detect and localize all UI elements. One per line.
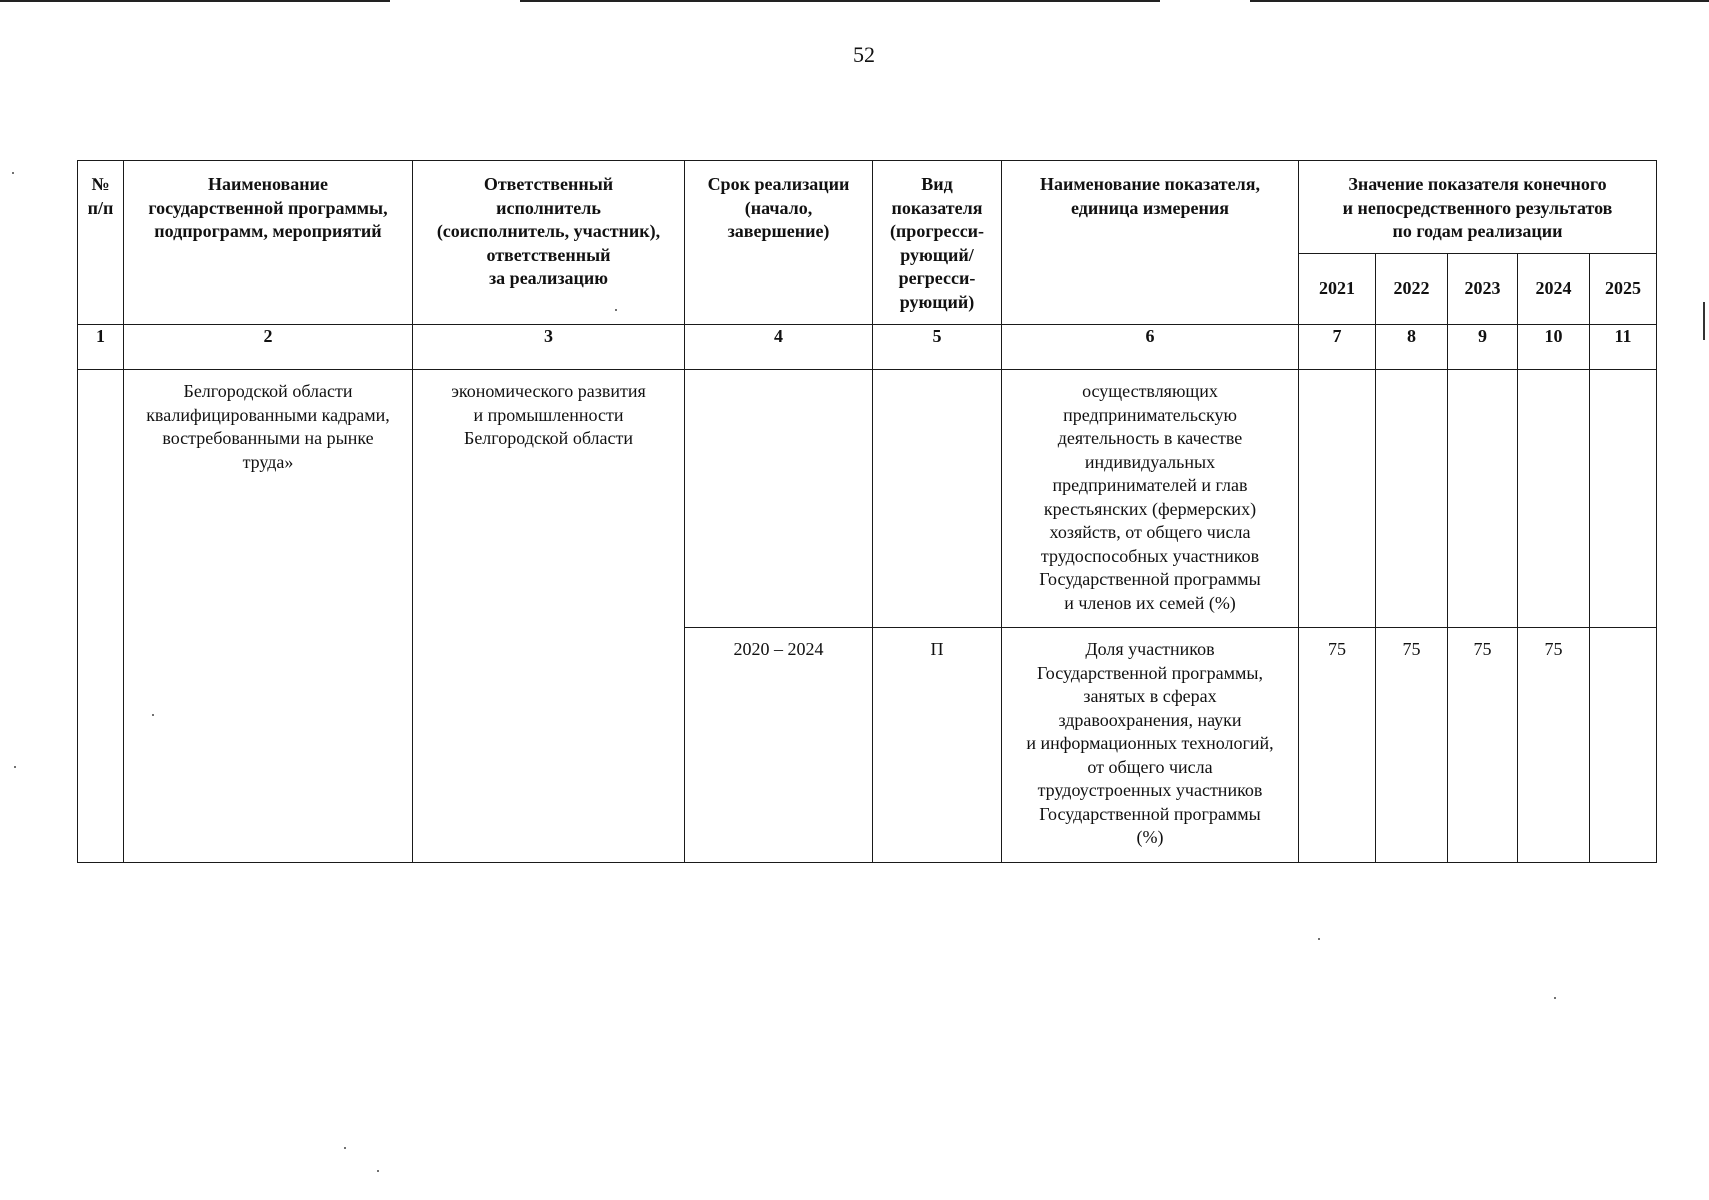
column-number: 9 bbox=[1448, 325, 1518, 370]
term-cell bbox=[685, 370, 873, 628]
header-number: № п/п bbox=[78, 161, 124, 325]
header-executor: Ответственный исполнитель (соисполнитель, участник), ответственный за реализацию bbox=[413, 161, 685, 325]
column-number: 10 bbox=[1518, 325, 1590, 370]
indicator-name-cell: Доля участников Государственной программы, занятых в сферах здравоохранения, науки и информационных технологий, от общего числа трудоустроенных участников Государственной программы (%) bbox=[1002, 628, 1299, 863]
indicator-name-cell: осуществляющих предпринимательскую деятельность в качестве индивидуальных предпринимателей и глав крестьянских (фермерских) хозяйств, от общего числа трудоспособных участников Государственной программы и членов их семей (%) bbox=[1002, 370, 1299, 628]
top-rule-right bbox=[1250, 0, 1709, 2]
column-number: 11 bbox=[1590, 325, 1657, 370]
value-cell: 75 bbox=[1448, 628, 1518, 863]
program-name-cell: Белгородской области квалифицированными кадрами, востребованными на рынке труда» bbox=[124, 370, 413, 863]
page-number: 52 bbox=[853, 42, 875, 67]
header-values-by-year: Значение показателя конечного и непосредственного результатов по годам реализации bbox=[1299, 161, 1657, 254]
column-number: 1 bbox=[78, 325, 124, 370]
header-indicator-name: Наименование показателя, единица измерения bbox=[1002, 161, 1299, 325]
header-year: 2024 bbox=[1518, 254, 1590, 325]
header-year: 2022 bbox=[1376, 254, 1448, 325]
value-cell bbox=[1590, 370, 1657, 628]
scan-speck bbox=[377, 1170, 379, 1172]
scan-speck bbox=[344, 1147, 346, 1149]
column-number: 7 bbox=[1299, 325, 1376, 370]
column-number: 6 bbox=[1002, 325, 1299, 370]
indicator-kind-cell: П bbox=[873, 628, 1002, 863]
column-number: 2 bbox=[124, 325, 413, 370]
column-number: 3 bbox=[413, 325, 685, 370]
column-number: 8 bbox=[1376, 325, 1448, 370]
table-row bbox=[78, 370, 1657, 628]
header-indicator-kind: Вид показателя (прогресси- рующий/ регресси- рующий) bbox=[873, 161, 1002, 325]
header-year: 2021 bbox=[1299, 254, 1376, 325]
column-number: 4 bbox=[685, 325, 873, 370]
row-number-cell bbox=[78, 370, 124, 863]
header-term: Срок реализации (начало, завершение) bbox=[685, 161, 873, 325]
value-cell bbox=[1376, 370, 1448, 628]
value-cell bbox=[1590, 628, 1657, 863]
value-cell bbox=[1299, 370, 1376, 628]
value-cell bbox=[1448, 370, 1518, 628]
program-table bbox=[77, 160, 1657, 863]
scan-speck bbox=[14, 766, 16, 768]
term-cell: 2020 – 2024 bbox=[685, 628, 873, 863]
value-cell: 75 bbox=[1376, 628, 1448, 863]
scan-speck bbox=[12, 172, 14, 174]
indicator-kind-cell bbox=[873, 370, 1002, 628]
top-rule-middle bbox=[520, 0, 1160, 2]
value-cell: 75 bbox=[1299, 628, 1376, 863]
header-program-name: Наименование государственной программы, подпрограмм, мероприятий bbox=[124, 161, 413, 325]
executor-cell: экономического развития и промышленности Белгородской области bbox=[413, 370, 685, 863]
value-cell bbox=[1518, 370, 1590, 628]
scan-speck bbox=[1318, 938, 1320, 940]
top-rule-left bbox=[0, 0, 390, 2]
scan-edge-mark bbox=[1703, 302, 1705, 340]
scan-speck bbox=[615, 309, 617, 311]
header-row bbox=[78, 161, 1657, 254]
column-numbers-row bbox=[78, 325, 1657, 370]
scan-speck bbox=[1554, 997, 1556, 999]
column-number: 5 bbox=[873, 325, 1002, 370]
header-year: 2023 bbox=[1448, 254, 1518, 325]
scan-speck bbox=[152, 714, 154, 716]
header-year: 2025 bbox=[1590, 254, 1657, 325]
value-cell: 75 bbox=[1518, 628, 1590, 863]
